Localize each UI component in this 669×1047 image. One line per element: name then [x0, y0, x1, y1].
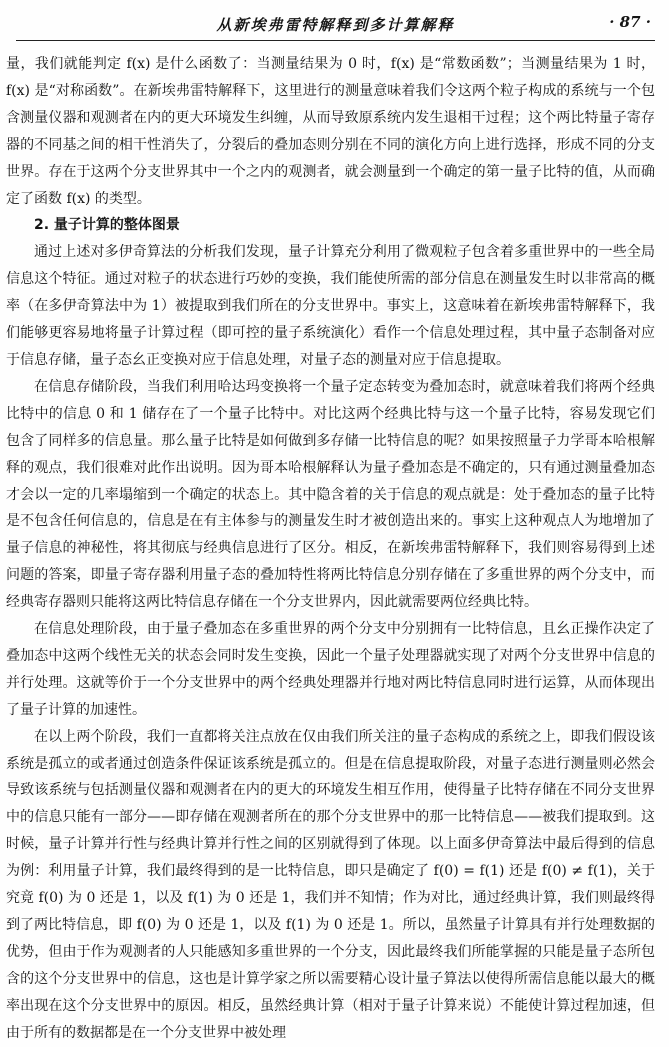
section-heading: 2. 量子计算的整体图景	[34, 217, 180, 234]
paragraph-deutsch-analysis: 通过上述对多伊奇算法的分析我们发现，量子计算充分利用了微观粒子包含着多重世界中的一些全局信息这个特征。通过对粒子的状态进行巧妙的变换，我们能使所需的部分信息在测量发生时以非常高的概率（在多伊奇算法中为 1）被提取到我们所在的分支世界中。事实上，这意味着在新埃弗雷特解释下，我们能够更容易地将量子计算过程（即可控的量子系统演化）看作一个信息处理过程，其中量子态制备对应于信息存储，量子态幺正变换对应于信息处理，对量子态的测量对应于信息提取。	[6, 244, 655, 368]
paragraph-information-processing: 在信息处理阶段，由于量子叠加态在多重世界的两个分支中分别拥有一比特信息，且幺正操作决定了叠加态中这两个线性无关的状态会同时发生变换，因此一个量子处理器就实现了对两个分支世界中信息的并行处理。这就等价于一个分支世界中的两个经典处理器并行地对两比特信息同时进行运算，从而体现出了量子计算的加速性。	[6, 621, 655, 718]
paragraph-information-storage: 在信息存储阶段，当我们利用哈达玛变换将一个量子定态转变为叠加态时，就意味着我们将两个经典比特中的信息 0 和 1 储存在了一个量子比特中。对比这两个经典比特与这一个量子比特，容易发现它们包含了同样多的信息量。那么量子比特是如何做到多存储一比特信息的呢？如果按照量子力学哥本哈根解释的观点，我们很难对此作出说明。因为哥本哈根解释认为量子叠加态是不确定的，只有通过测量叠加态才会以一定的几率塌缩到一个确定的状态上。其中隐含着的关于信息的观点就是：处于叠加态的量子比特是不包含任何信息的，信息是在有主体参与的测量发生时才被创造出来的。事实上这种观点人为地增加了量子信息的神秘性，将其彻底与经典信息进行了区分。相反，在新埃弗雷特解释下，我们则容易得到上述问题的答案，即量子寄存器利用量子态的叠加特性将两比特信息分别存储在了多重世界的两个分支中，而经典寄存器则只能将这两比特信息存储在一个分支世界内，因此就需要两位经典比特。	[6, 378, 655, 611]
body-text	[6, 51, 655, 1047]
paragraph-continuation: 量，我们就能判定 f(x) 是什么函数了：当测量结果为 0 时，f(x) 是“常数函数”；当测量结果为 1 时，f(x) 是“对称函数”。在新埃弗雷特解释下，这里进行的测量意味着我们令这两个粒子构成的系统与一个包含测量仪器和观测者在内的更大环境发生纠缠，从而导致原系统内发生退相干过程；这个两比特量子寄存器的不同基之间的相干性消失了，分裂后的叠加态则分别在不同的演化方向上进行选择，形成不同的分支世界。存在于这两个分支世界其中一个之内的观测者，就会测量到一个确定的第一量子比特的值，从而确定了函数 f(x) 的类型。	[6, 56, 655, 207]
running-header	[16, 0, 655, 41]
running-title: 从新埃弗雷特解释到多计算解释	[216, 16, 455, 34]
paragraph-information-extraction: 在以上两个阶段，我们一直都将关注点放在仅由我们所关注的量子态构成的系统之上，即我们假设该系统是孤立的或者通过创造条件保证该系统是孤立的。但是在信息提取阶段，对量子态进行测量则必然会导致该系统与包括测量仪器和观测者在内的更大的环境发生相互作用，使得量子比特存储在不同分支世界中的信息只能有一部分——即存储在观测者所在的那个分支世界中的那一比特信息——被我们提取到。这时候，量子计算并行性与经典计算并行性之间的区别就得到了体现。以上面多伊奇算法中最后得到的信息为例：利用量子计算，我们最终得到的是一比特信息，即只是确定了 f(0) = f(1) 还是 f(0) ≠ f(1)，关于究竟 f(0) 为 0 还是 1，以及 f(1) 为 0 还是 1，我们并不知情；作为对比，通过经典计算，我们则最终得到了两比特信息，即 f(0) 为 0 还是 1，以及 f(1) 为 0 还是 1。所以，虽然量子计算具有并行处理数据的优势，但由于作为观测者的人只能感知多重世界的一个分支，因此最终我们所能掌握的只能是量子态所包含的这个分支世界中的信息，这也是计算学家之所以需要精心设计量子算法以使得所需信息能以最大的概率出现在这个分支世界中的原因。相反，虽然经典计算（相对于量子计算来说）不能使计算过程加速，但由于所有的数据都是在一个分支世界中被处理	[6, 728, 655, 1041]
page-number: · 87 ·	[609, 13, 651, 31]
